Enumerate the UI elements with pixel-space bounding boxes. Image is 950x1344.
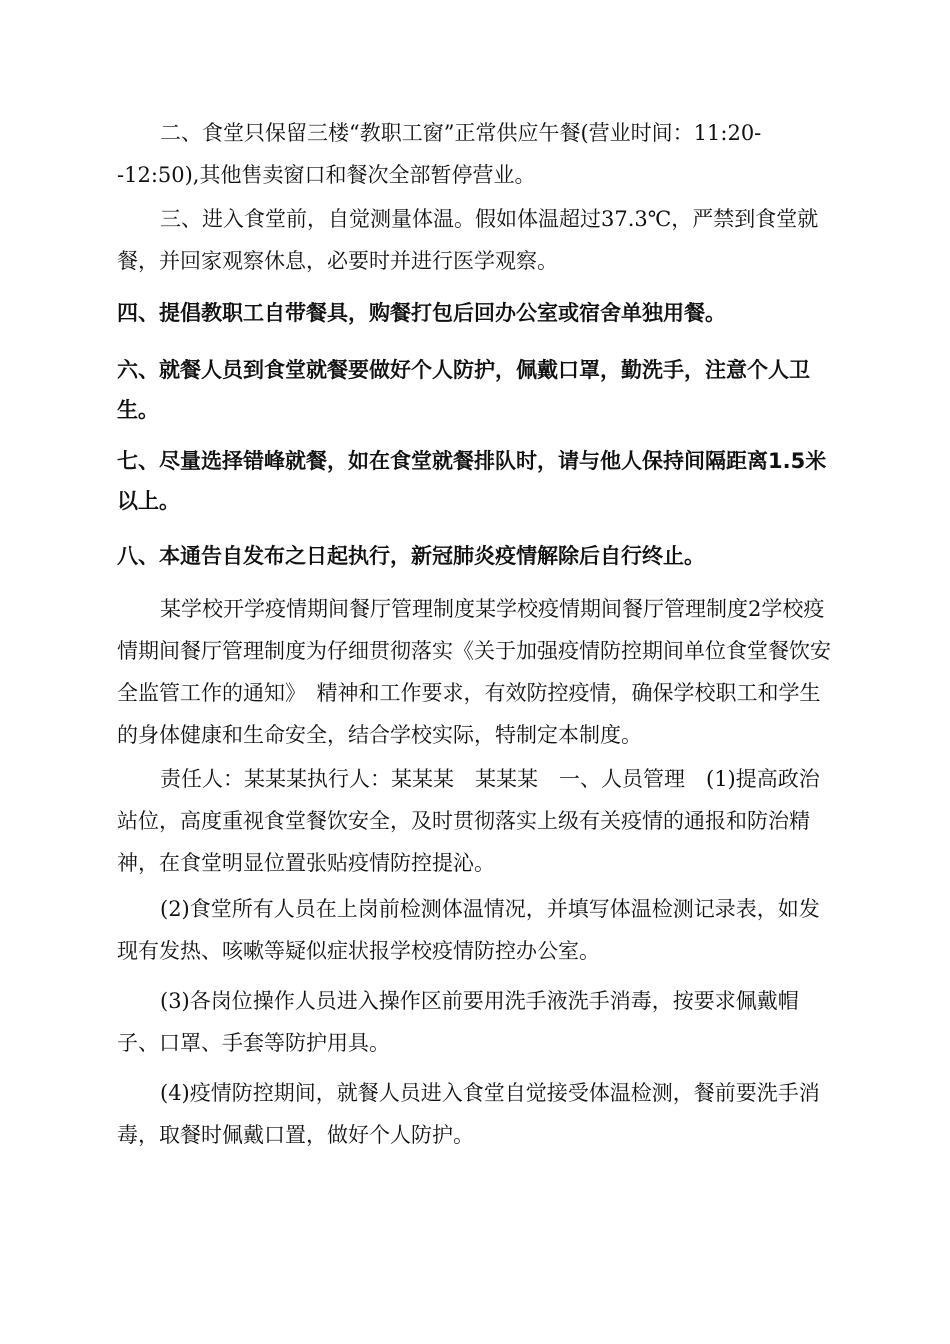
paragraph-item-2: (2)食堂所有人员在上岗前检测体温情况，并填写体温检测记录表，如发现有发热、咳嗽等疑似症状报学校疫情防控办公室。 [117,897,820,963]
paragraph-personal-protection: 六、就餐人员到食堂就餐要做好个人防护，佩戴口罩，勤洗手，注意个人卫生。 [117,358,810,422]
paragraph-management-intro: 某学校开学疫情期间餐厅管理制度某学校疫情期间餐厅管理制度2学校疫情期间餐厅管理制度为仔细贯彻落实《关于加强疫情防控期间单位食堂餐饮安全监管工作的通知》 精神和工作要求，有效防控疫情，确保学校职工和学生的身体健康和生命安全，结合学校实际，特制定本制度。 [117,597,831,747]
paragraph-item-4: (4)疫情防控期间，就餐人员进入食堂自觉接受体温检测，餐前要洗手消毒，取餐时佩戴口置，做好个人防护。 [117,1081,820,1147]
paragraph-item-3: (3)各岗位操作人员进入操作区前要用洗手液洗手消毒，按要求佩戴帽子、口罩、手套等防护用具。 [117,989,799,1055]
paragraph-staggered-dining: 七、尽量选择错峰就餐，如在食堂就餐排队时，请与他人保持间隔距离1.5米以上。 [117,449,827,513]
paragraph-effective-date: 八、本通告自发布之日起执行，新冠肺炎疫情解除后自行终止。 [117,544,705,568]
paragraph-canteen-hours: 二、食堂只保留三楼“教职工窗”正常供应午餐(营业时间：11:20--12:50),其他售卖窗口和餐次全部暂停营业。 [117,121,762,187]
paragraph-bring-utensils: 四、提倡教职工自带餐具，购餐打包后回办公室或宿舍单独用餐。 [117,301,726,325]
paragraph-personnel-management: 责任人：某某某执行人：某某某 某某某 一、人员管理 (1)提高政治站位，高度重视食堂餐饮安全，及时贯彻落实上级有关疫情的通报和防治精神，在食堂明显位置张贴疫情防控提沁。 [117,767,820,875]
paragraph-temperature-check: 三、进入食堂前，自觉测量体温。假如体温超过37.3℃，严禁到食堂就餐，并回家观察休息，必要时并进行医学观察。 [117,207,819,273]
